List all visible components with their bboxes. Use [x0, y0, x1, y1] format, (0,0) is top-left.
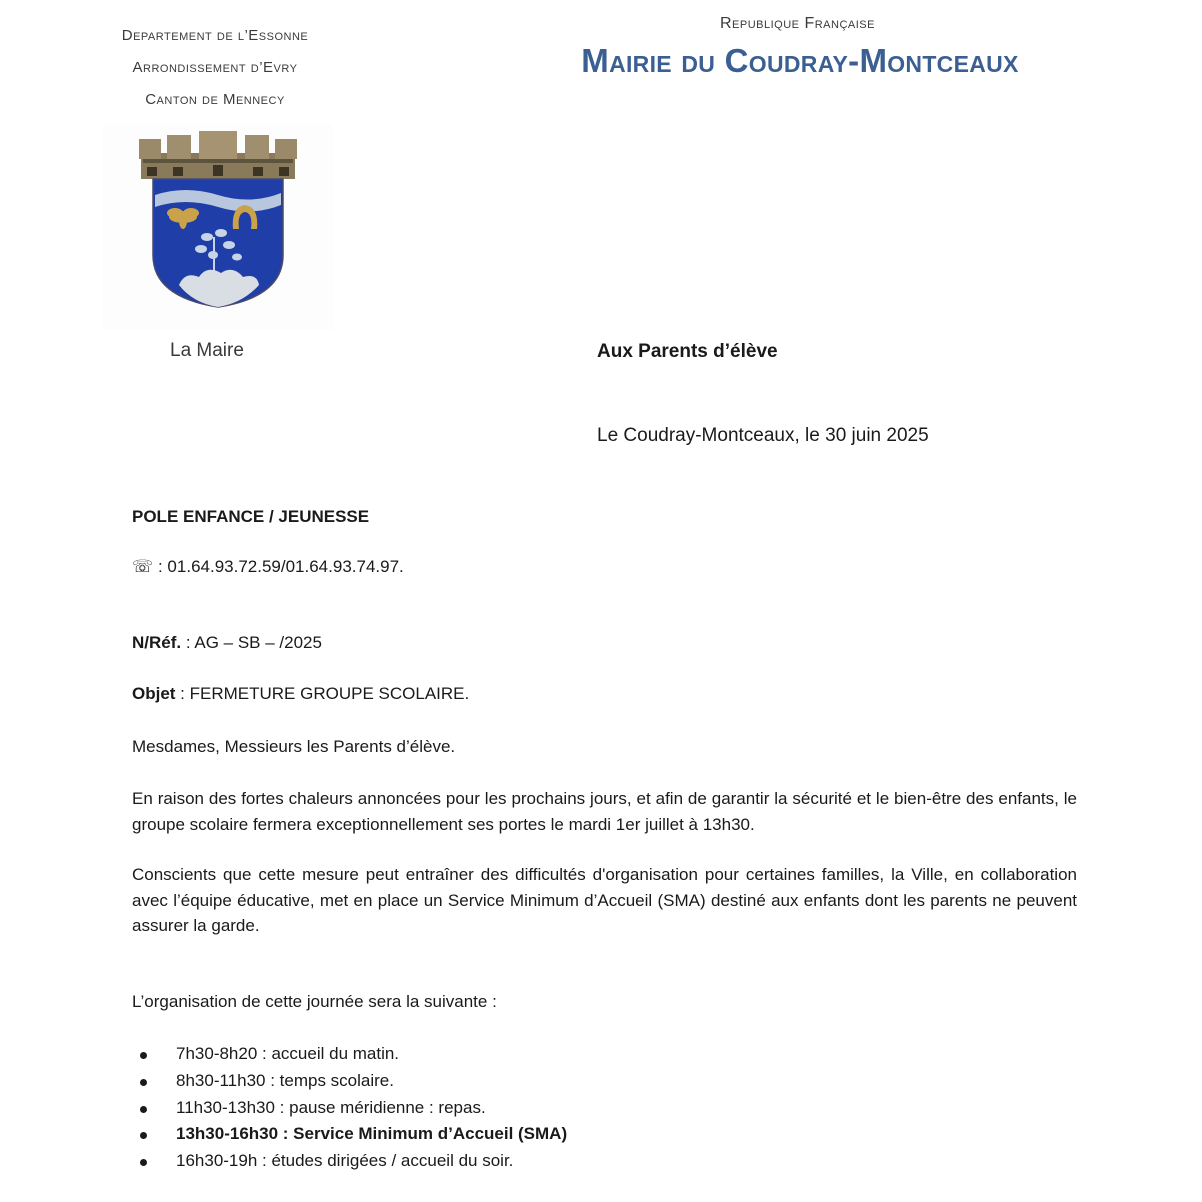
salutation: Mesdames, Messieurs les Parents d’élève. [132, 737, 456, 756]
bullet-icon [140, 1132, 147, 1139]
phone-numbers: : 01.64.93.72.59/01.64.93.74.97. [153, 557, 404, 576]
object-label: Objet [132, 684, 176, 703]
department-line: Departement de l’Essonne [121, 27, 309, 44]
object-line [132, 681, 1077, 707]
phone-line [132, 554, 1077, 580]
place-date: Le Coudray-Montceaux, le 30 juin 2025 [597, 425, 929, 446]
coat-of-arms [103, 125, 333, 330]
telephone-icon: ☏ [132, 557, 154, 576]
canton-line: Canton de Mennecy [145, 91, 285, 108]
mairie-title: Mairie du Coudray-Montceaux [581, 42, 1019, 79]
schedule-item: 8h30-11h30 : temps scolaire. [132, 1068, 1032, 1095]
reference-value: : AG – SB – /2025 [181, 633, 322, 652]
reference-label: N/Réf. [132, 633, 182, 652]
schedule-item: 7h30-8h20 : accueil du matin. [132, 1041, 1032, 1068]
bullet-icon [140, 1079, 147, 1086]
paragraph-heat: En raison des fortes chaleurs annoncées pour les prochains jours, et afin de garantir la sécurité et le bien-être des enfants, le groupe scolaire fermera exceptionnellement ses portes le mardi 1er juillet à 13h30. [132, 789, 1077, 834]
recipient: Aux Parents d’élève [597, 341, 778, 362]
object-value: : FERMETURE GROUPE SCOLAIRE. [175, 684, 470, 703]
bullet-icon [140, 1159, 147, 1166]
signatory-label: La Maire [170, 340, 244, 361]
bullet-icon [140, 1052, 147, 1059]
organisation-intro: L’organisation de cette journée sera la suivante : [132, 992, 497, 1011]
mural-crown [139, 131, 297, 179]
arrondissement-line: Arrondissement d’Evry [132, 59, 298, 76]
bullet-icon [140, 1106, 147, 1113]
republic-heading: Republique Française [720, 15, 875, 32]
schedule-item: 16h30-19h : études dirigées / accueil du soir. [132, 1148, 1032, 1175]
paragraph-sma: Conscients que cette mesure peut entraîner des difficultés d'organisation pour certaines familles, la Ville, en collaboration avec l’équipe éducative, met en place un Service Minimum d’Accueil (SMA) destiné aux enfants dont les parents ne peuvent assurer la garde. [132, 865, 1077, 935]
reference-line [132, 630, 1077, 656]
schedule-item-sma: 13h30-16h30 : Service Minimum d’Accueil (SMA) [132, 1121, 1032, 1148]
schedule-item: 11h30-13h30 : pause méridienne : repas. [132, 1095, 1032, 1122]
service-name: POLE ENFANCE / JEUNESSE [132, 507, 370, 526]
administrative-header [60, 20, 370, 116]
schedule-list [132, 1041, 1032, 1175]
coat-of-arms-image [103, 125, 333, 330]
